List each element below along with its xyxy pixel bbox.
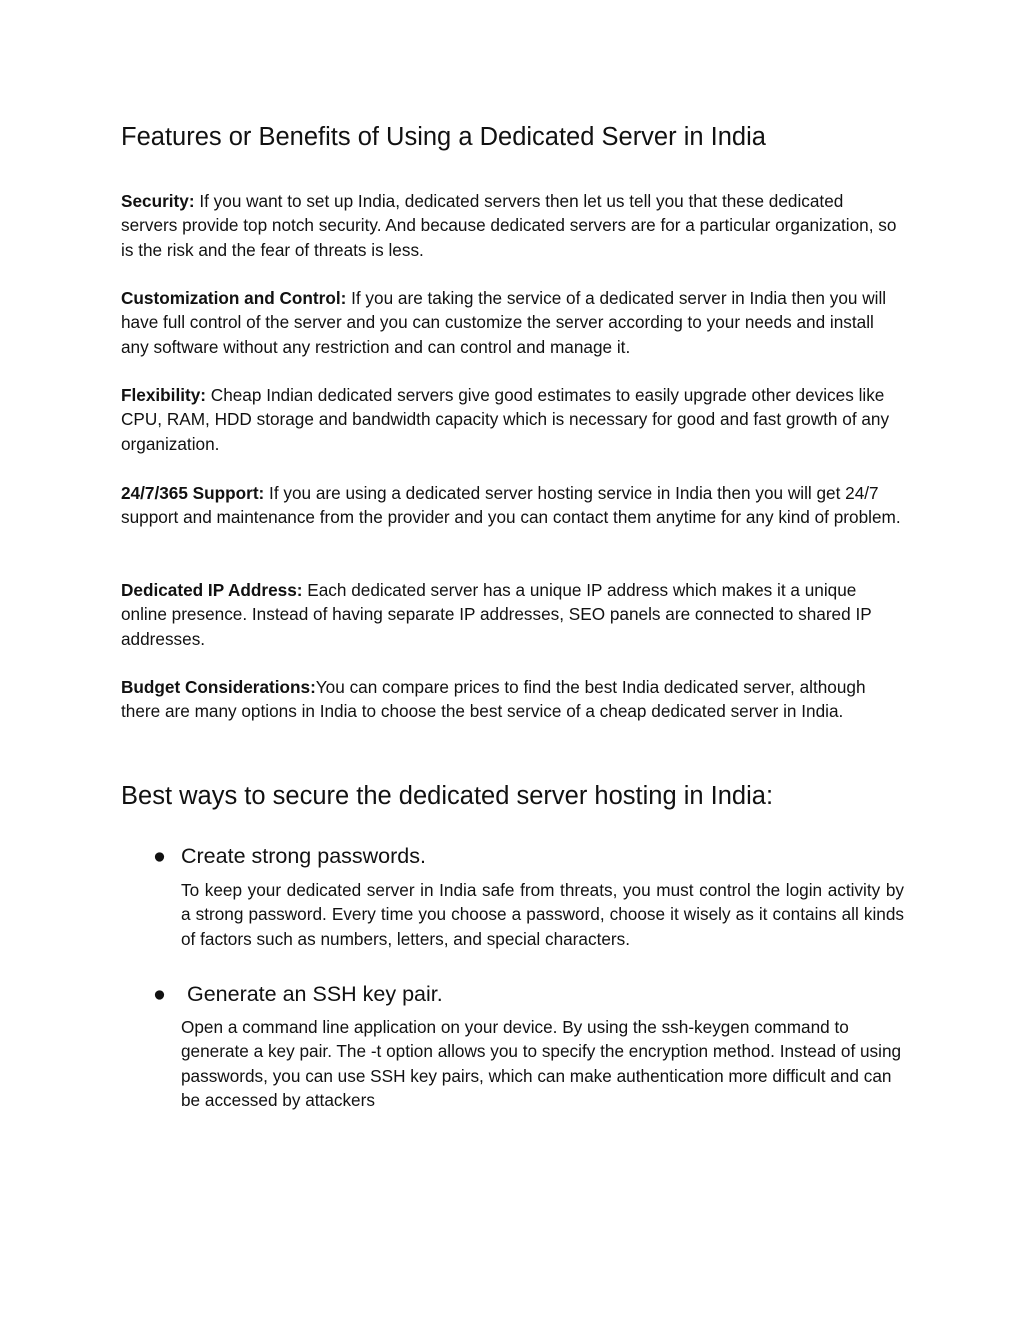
feature-label: Dedicated IP Address:: [121, 580, 303, 600]
feature-label: 24/7/365 Support:: [121, 483, 265, 503]
heading-secure-ways: Best ways to secure the dedicated server hosting in India:: [121, 782, 774, 810]
bullet-body-ssh: Open a command line application on your device. By using the ssh-keygen command to generate a key pair. The -t option allows you to specify the encryption method. Instead of using passwords, you can use SSH key pairs, which can make authentication more difficult and can be accessed by attackers: [181, 1017, 902, 1111]
bullet-icon: ●: [153, 982, 166, 1006]
bullet-item-passwords: [153, 842, 426, 870]
feature-support: [121, 481, 904, 530]
bullet-title: Create strong passwords.: [181, 844, 426, 868]
feature-label: Flexibility:: [121, 385, 206, 405]
bullet-icon: ●: [153, 844, 166, 868]
feature-flexibility: [121, 383, 904, 456]
heading-features: Features or Benefits of Using a Dedicated Server in India: [121, 123, 766, 151]
feature-customization: [121, 286, 904, 359]
feature-text: You can compare prices to find the best India dedicated server, although there are many options in India to choose the best service of a cheap dedicated server in India.: [121, 677, 866, 722]
feature-text: If you want to set up India, dedicated servers then let us tell you that these dedicated servers provide top notch security. And because dedicated servers are for a particular organization, so is the risk and the fear of threats is less.: [121, 191, 897, 260]
feature-text: Cheap Indian dedicated servers give good estimates to easily upgrade other devices like CPU, RAM, HDD storage and bandwidth capacity which is necessary for good and fast growth of any organization.: [121, 385, 890, 454]
bullet-item-ssh: [153, 980, 443, 1008]
feature-label: Security:: [121, 191, 195, 211]
feature-budget: [121, 675, 904, 724]
feature-text: If you are taking the service of a dedicated server in India then you will have full control of the server and you can customize the server according to your needs and install any software without any restriction and can control and manage it.: [121, 288, 887, 357]
bullet-title: Generate an SSH key pair.: [181, 982, 443, 1006]
feature-text: Each dedicated server has a unique IP address which makes it a unique online presence. Instead of having separate IP addresses, SEO panels are connected to shared IP addresses.: [121, 580, 872, 649]
feature-label: Budget Considerations:: [121, 677, 316, 697]
feature-security: [121, 189, 904, 262]
feature-text: If you are using a dedicated server hosting service in India then you will get 24/7 support and maintenance from the provider and you can contact them anytime for any kind of problem.: [121, 483, 901, 528]
feature-label: Customization and Control:: [121, 288, 347, 308]
feature-dedicated-ip: [121, 578, 904, 651]
bullet-body-passwords: To keep your dedicated server in India safe from threats, you must control the login activity by a strong password. Every time you choose a password, choose it wisely as it contains all kinds of factors such as numbers, letters, and special characters.: [181, 880, 904, 949]
